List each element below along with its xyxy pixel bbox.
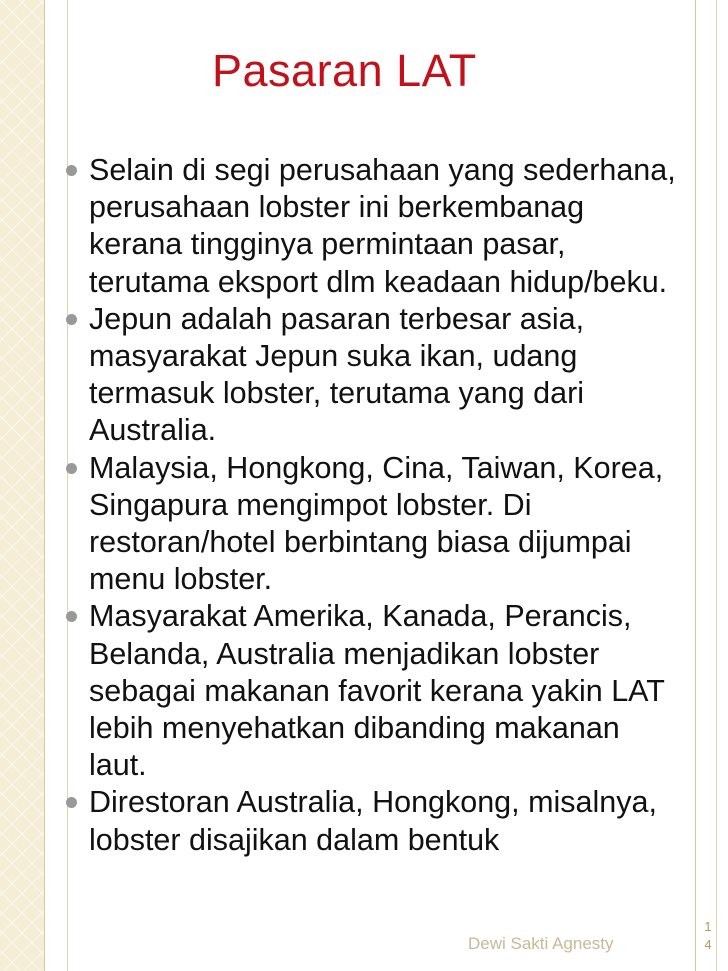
bullet-item xyxy=(66,598,678,784)
bullet-list xyxy=(66,152,678,859)
bullet-text: Jepun adalah pasaran terbesar asia, masyarakat Jepun suka ikan, udang termasuk lobster, terutama yang dari Australia. xyxy=(89,301,585,448)
bullet-text: Direstoran Australia, Hongkong, misalnya, lobster disajikan dalam bentuk xyxy=(89,785,657,857)
page-number-digit: 1 xyxy=(704,919,712,934)
decorative-line xyxy=(695,0,696,971)
bullet-item xyxy=(66,301,678,450)
bullet-dot-icon xyxy=(66,463,77,474)
decorative-line xyxy=(44,0,45,971)
bullet-item xyxy=(66,152,678,301)
slide-footer: Dewi Sakti Agnesty xyxy=(468,934,614,953)
bullet-text: Selain di segi perusahaan yang sederhana, perusahaan lobster ini berkembanag kerana tingginya permintaan pasar, terutama eksport dlm keadaan hidup/beku. xyxy=(89,153,676,299)
bullet-item xyxy=(66,450,678,599)
page-number xyxy=(702,918,714,954)
bullet-dot-icon xyxy=(66,314,77,325)
decorative-left-strip xyxy=(0,0,44,971)
bullet-text: Malaysia, Hongkong, Cina, Taiwan, Korea, Singapura mengimpot lobster. Di restoran/hotel berbintang biasa dijumpai menu lobster. xyxy=(89,450,664,597)
slide-title: Pasaran LAT xyxy=(212,45,477,96)
bullet-dot-icon xyxy=(66,165,77,176)
bullet-dot-icon xyxy=(66,611,77,622)
page-number-digit: 4 xyxy=(704,937,712,952)
bullet-dot-icon xyxy=(66,797,77,808)
bullet-text: Masyarakat Amerika, Kanada, Perancis, Belanda, Australia menjadikan lobster sebagai makanan favorit kerana yakin LAT lebih menyehatkan dibanding makanan laut. xyxy=(89,599,665,783)
bullet-item xyxy=(66,784,678,858)
decorative-line xyxy=(716,0,717,971)
